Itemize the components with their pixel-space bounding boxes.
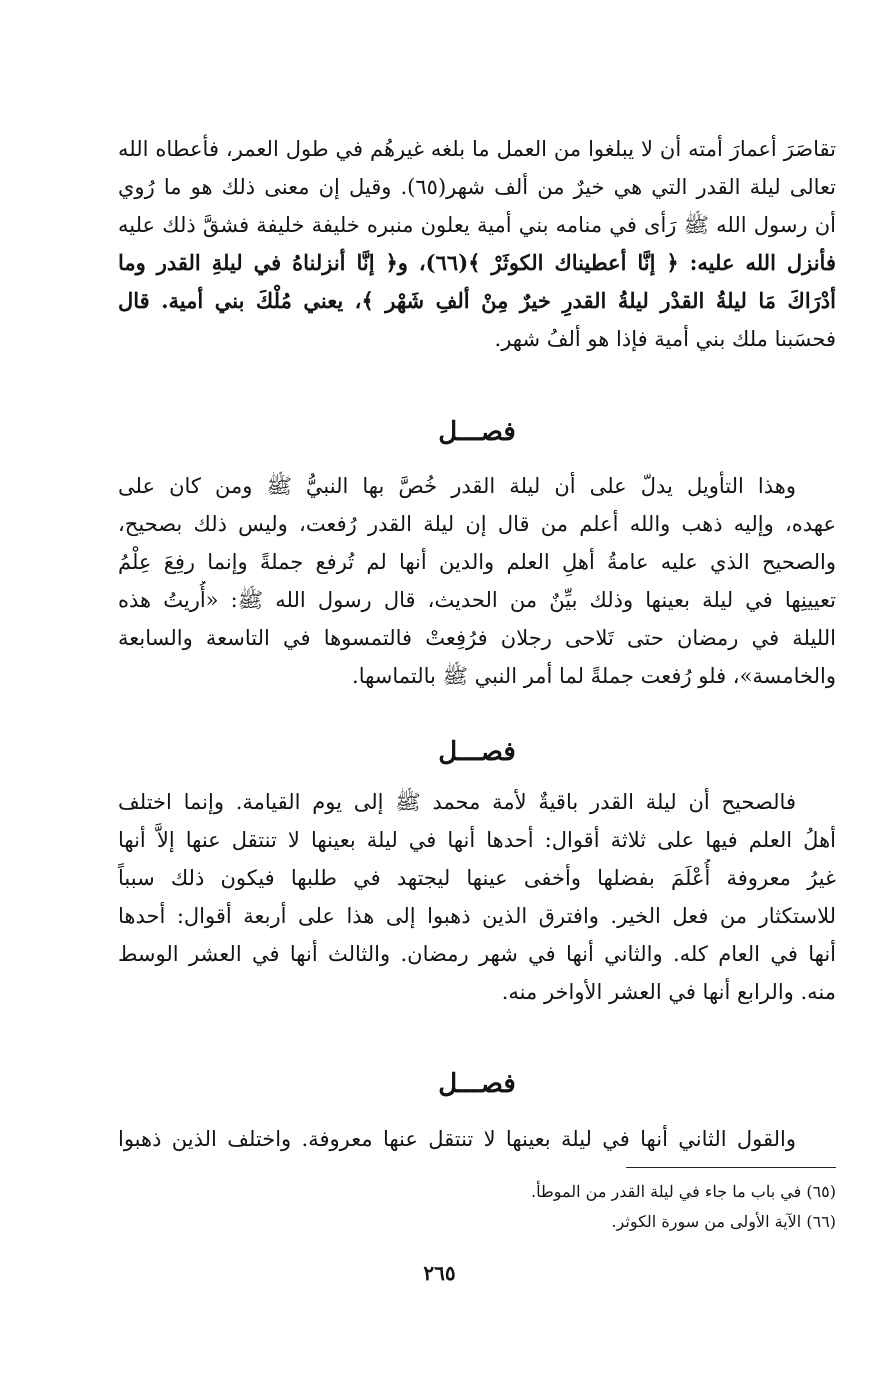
text-line: غيرُ معروفة أُعْلَمَ بفضلها وأخفى عينها ليجتهد في طلبها فيكون ذلك سبباً (118, 866, 836, 890)
paragraph-4 (118, 1120, 836, 1158)
text-line: أدْرَاكَ مَا ليلةُ القدْر ليلةُ القدرِ خيرٌ مِنْ ألفِ شَهْر ﴾، يعني مُلْكَ بني أمية. قال (118, 288, 836, 313)
text-line: تقاصَرَ أعمارَ أمته أن لا يبلغوا من العمل ما بلغه غيرهُم في طول العمر، فأعطاه الله (118, 137, 836, 161)
footnote: (٦٥) في باب ما جاء في ليلة القدر من الموطأ. (531, 1182, 836, 1201)
text-line: للاستكثار من فعل الخير. وافترق الذين ذهبوا إلى هذا على أربعة أقوال: أحدها (118, 904, 836, 928)
text-line: تعالى ليلة القدر التي هي خيرٌ من ألف شهر(٦٥). وقيل إن معنى ذلك هو ما رُوي (118, 175, 836, 199)
text-line: والصحيح الذي عليه عامةُ أهلِ العلم والدين أنها لم تُرفع جملةً وإنما رفِعَ عِلْمُ (118, 550, 836, 574)
section-heading: فصـــل (438, 737, 516, 767)
text-line: فحسَبنا ملك بني أمية فإذا هو ألفُ شهر. (494, 327, 836, 351)
page-number: ٢٦٥ (423, 1261, 456, 1285)
text-line: فأنزل الله عليه: ﴿ إنَّا أعطيناك الكوثَرْ ﴾(٦٦)، و﴿ إنَّا أنزلناهُ في ليلةِ القدر وما (118, 250, 836, 275)
text-line: الليلة في رمضان حتى تَلاحى رجلان فرُفِعتْ فالتمسوها في التاسعة والسابعة (118, 626, 836, 650)
footnote: (٦٦) الآية الأولى من سورة الكوثر. (611, 1212, 836, 1231)
section-heading: فصـــل (438, 417, 516, 447)
paragraph-2 (118, 467, 836, 695)
text-line: أن رسول الله ﷺ رَأى في منامه بني أمية يعلون منبره خليفة خليفة فشقَّ ذلك عليه (118, 213, 836, 237)
text-line: منه. والرابع أنها في العشر الأواخر منه. (501, 980, 836, 1004)
text-line: وهذا التأويل يدلّ على أن ليلة القدر خُصَّ بها النبيُّ ﷺ ومن كان على (118, 474, 796, 498)
footnotes (118, 1177, 836, 1237)
text-line: أنها في العام كله. والثاني أنها في شهر رمضان. والثالث أنها في العشر الوسط (118, 942, 836, 966)
text-line: أهلُ العلم فيها على ثلاثة أقوال: أحدها أنها في ليلة بعينها لا تنتقل عنها إلاَّ أنها (118, 828, 836, 852)
text-line: والخامسة»، فلو رُفعت جملةً لما أمر النبي ﷺ بالتماسها. (352, 664, 836, 688)
footnote-divider (626, 1167, 836, 1168)
paragraph-3 (118, 783, 836, 1011)
text-line: والقول الثاني أنها في ليلة بعينها لا تنتقل عنها معروفة. واختلف الذين ذهبوا (118, 1127, 796, 1151)
text-line: تعيينِها في ليلة بعينها وذلك بيِّنٌ من الحديث، قال رسول الله ﷺ: «أُريتُ هذه (118, 588, 836, 612)
section-heading: فصـــل (438, 1069, 516, 1099)
paragraph-1 (118, 130, 836, 358)
text-line: فالصحيح أن ليلة القدر باقيةٌ لأمة محمد ﷺ إلى يوم القيامة. وإنما اختلف (118, 790, 796, 814)
text-line: عهده، وإليه ذهب والله أعلم من قال إن ليلة القدر رُفعت، وليس ذلك بصحيح، (118, 512, 836, 536)
